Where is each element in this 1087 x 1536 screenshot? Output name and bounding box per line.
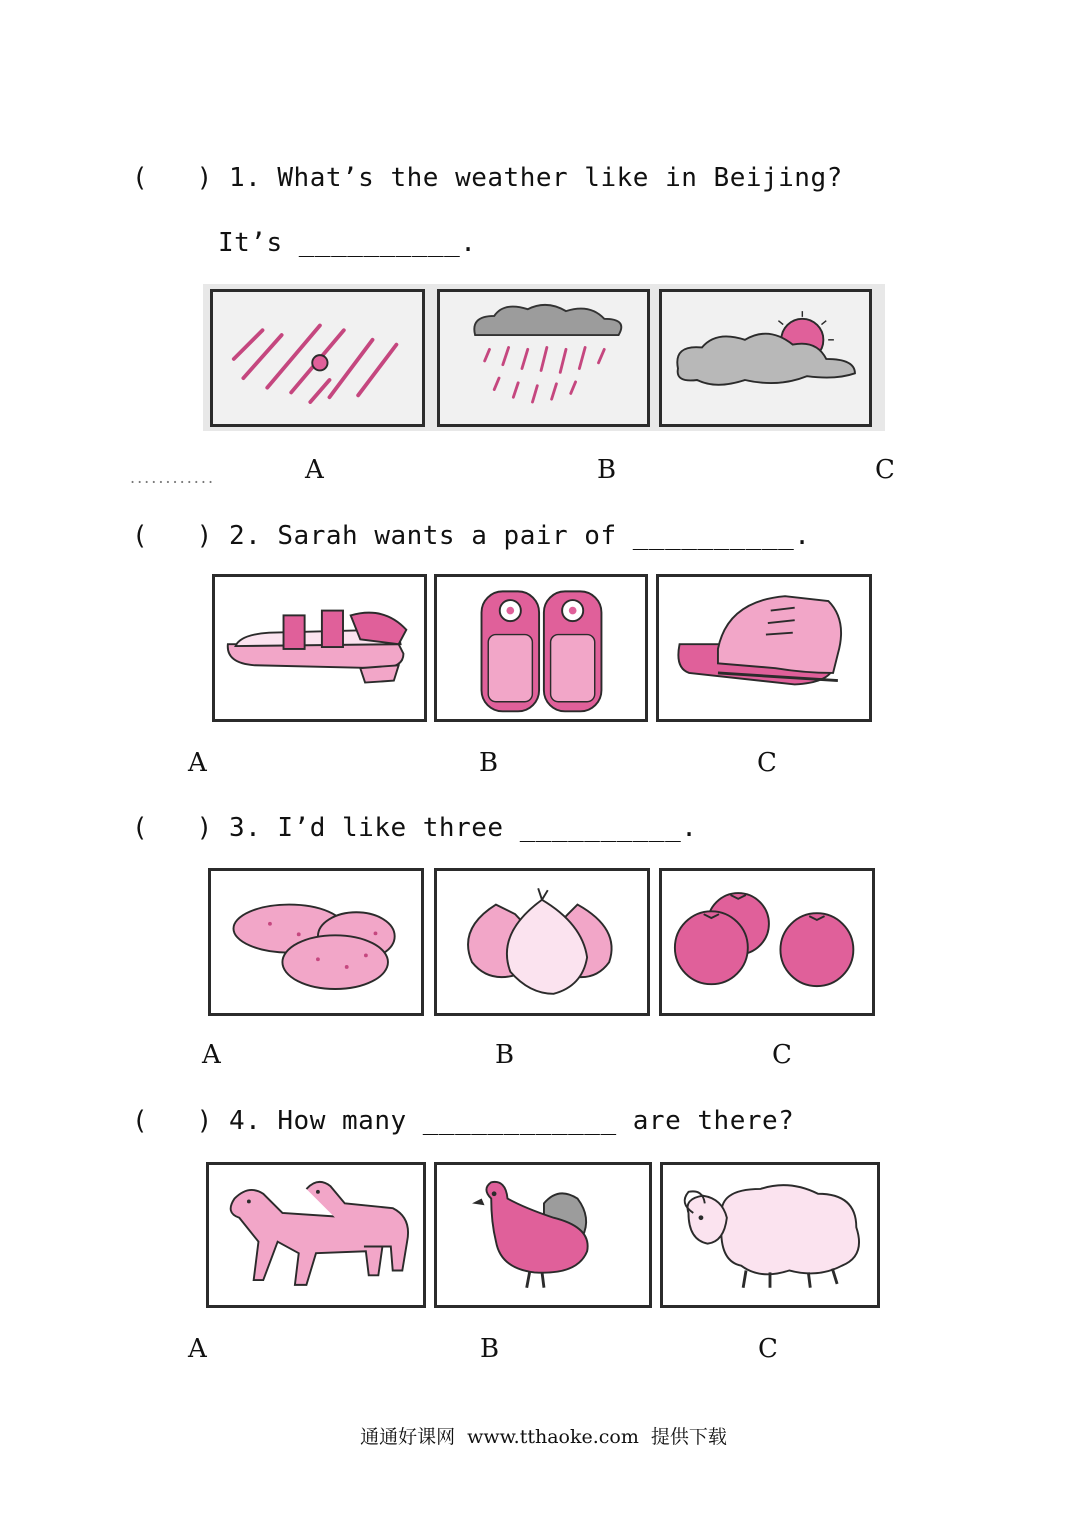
wind-icon	[213, 292, 422, 424]
option-b-label: B	[479, 748, 499, 778]
option-b-picture[interactable]	[437, 289, 650, 427]
option-a-label: A	[305, 455, 324, 485]
option-c-picture[interactable]	[659, 868, 875, 1016]
option-c-picture[interactable]	[656, 574, 872, 722]
question-prompt: 1. What’s the weather like in Beijing?	[228, 163, 843, 193]
rain-cloud-icon	[440, 292, 647, 424]
question-3-line	[132, 813, 697, 843]
page-footer	[0, 1422, 1087, 1449]
option-a-label: A	[188, 748, 207, 778]
answer-bracket[interactable]: ( )	[132, 1106, 213, 1136]
hens-icon	[437, 1165, 649, 1305]
option-c-picture[interactable]	[660, 1162, 880, 1308]
option-b-label: B	[597, 455, 617, 485]
option-a-label: A	[188, 1334, 207, 1364]
question-2-line	[132, 521, 810, 551]
option-c-label: C	[758, 1334, 778, 1364]
sheep-icon	[663, 1165, 877, 1305]
potatoes-icon	[211, 871, 421, 1013]
question-prompt: 2. Sarah wants a pair of __________.	[228, 521, 811, 551]
option-b-picture[interactable]	[434, 1162, 652, 1308]
option-a-picture[interactable]	[210, 289, 425, 427]
answer-bracket[interactable]: ( )	[132, 813, 213, 843]
question-1-line	[132, 163, 843, 193]
option-b-label: B	[480, 1334, 500, 1364]
sandals-icon	[215, 577, 424, 719]
footer-note: 提供下载	[650, 1426, 727, 1448]
goats-icon	[209, 1165, 423, 1305]
option-a-picture[interactable]	[208, 868, 424, 1016]
answer-bracket[interactable]: ( )	[132, 163, 213, 193]
option-b-label: B	[495, 1040, 515, 1070]
option-b-picture[interactable]	[434, 574, 648, 722]
question-prompt: 4. How many ____________ are there?	[228, 1106, 795, 1136]
option-c-label: C	[772, 1040, 792, 1070]
tomatoes-icon	[662, 871, 872, 1013]
question-prompt: 3. I’d like three __________.	[228, 813, 698, 843]
onions-icon	[437, 871, 647, 1013]
leader-dots: ............	[130, 468, 216, 487]
question-4-line	[132, 1106, 794, 1136]
option-a-picture[interactable]	[206, 1162, 426, 1308]
answer-bracket[interactable]: ( )	[132, 521, 213, 551]
option-a-label: A	[202, 1040, 221, 1070]
option-c-label: C	[757, 748, 777, 778]
footer-site-name: 通通好课网	[360, 1426, 456, 1448]
slippers-icon	[437, 577, 645, 719]
option-a-picture[interactable]	[212, 574, 427, 722]
footer-url[interactable]: www.tthaoke.com	[467, 1426, 639, 1448]
cloudy-sun-icon	[662, 292, 869, 424]
sneakers-icon	[659, 577, 869, 719]
option-c-picture[interactable]	[659, 289, 872, 427]
option-c-label: C	[875, 455, 895, 485]
option-b-picture[interactable]	[434, 868, 650, 1016]
answer-line: It’s __________.	[218, 228, 477, 258]
